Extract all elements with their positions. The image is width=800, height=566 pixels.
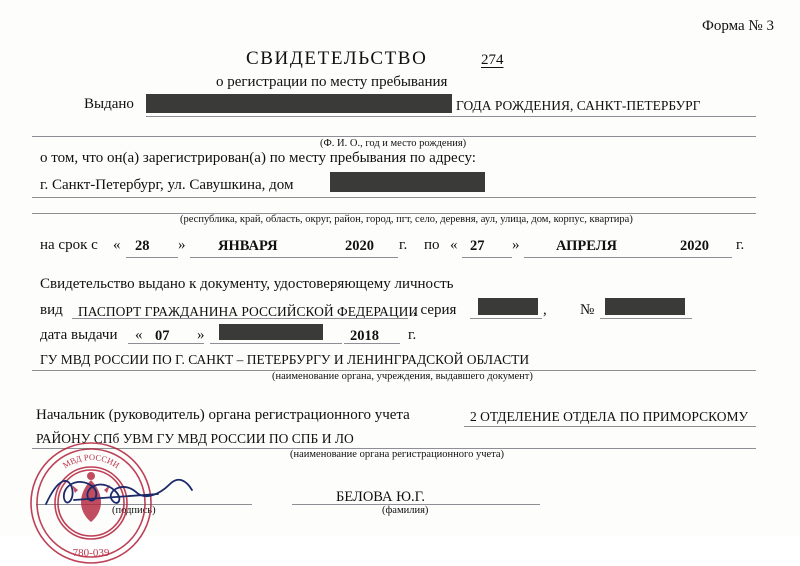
registered-line: о том, что он(а) зарегистрирован(а) по месту пребывания по адресу:	[40, 150, 476, 166]
issuing-authority: ГУ МВД РОССИИ ПО Г. САНКТ – ПЕТЕРБУРГУ И ЛЕНИНГРАДСКОЙ ОБЛАСТИ	[40, 352, 530, 367]
chief-org-line1: 2 ОТДЕЛЕНИЕ ОТДЕЛА ПО ПРИМОРСКОМУ	[470, 409, 749, 424]
rule-chief-org-1	[464, 426, 756, 427]
rule-doc-series	[470, 318, 542, 319]
term-from-day: 28	[135, 238, 150, 254]
surname-value: БЕЛОВА Ю.Г.	[336, 489, 426, 505]
form-number: Форма № 3	[702, 18, 774, 34]
stamp-text-bottom: 780-039	[72, 547, 110, 559]
org-caption: (наименование органа регистрационного учета)	[290, 449, 505, 460]
term-quote-close-1: »	[178, 237, 186, 253]
issued-label: Выдано	[84, 96, 134, 112]
term-g-1: г.	[399, 237, 408, 253]
page-subtitle: о регистрации по месту пребывания	[216, 74, 448, 90]
page-title: СВИДЕТЕЛЬСТВО	[246, 48, 428, 69]
stamp-text-top: МВД РОССИИ	[60, 451, 122, 471]
rule-term-from-year	[340, 257, 398, 258]
doc-intro: Свидетельство выдано к документу, удостоверяющему личность	[40, 276, 454, 292]
redaction-address	[330, 172, 485, 192]
term-to-day: 27	[470, 238, 485, 254]
redaction-number	[605, 298, 685, 315]
handwritten-signature	[40, 470, 200, 514]
rule-term-to-year	[674, 257, 732, 258]
doc-series-comma: ,	[543, 302, 547, 318]
rule-term-to-month	[524, 257, 674, 258]
issuing-caption: (наименование органа, учреждения, выдавшего документ)	[272, 371, 533, 382]
rule-doc-type	[72, 318, 408, 319]
address-caption: (республика, край, область, округ, район, город, пгт, село, деревня, аул, улица, дом, корпус, квартира)	[180, 214, 633, 225]
rule-address-1	[32, 197, 756, 198]
rule-issued-1	[146, 116, 756, 117]
term-to-month: АПРЕЛЯ	[556, 238, 618, 254]
signature-caption: (подпись)	[112, 505, 156, 516]
chief-org-line2: РАЙОНУ СПб УВМ ГУ МВД РОССИИ ПО СПБ И ЛО	[36, 431, 354, 446]
rule-term-from-month	[190, 257, 340, 258]
term-to-label: по	[424, 237, 440, 253]
term-prefix: на срок с	[40, 237, 98, 253]
term-g-2: г.	[736, 237, 745, 253]
term-to-year: 2020	[680, 238, 709, 254]
redaction-fio	[146, 94, 452, 113]
doc-series-label: , серия	[413, 302, 457, 318]
rule-term-from-day	[126, 257, 178, 258]
fio-caption: (Ф. И. О., год и место рождения)	[320, 138, 467, 149]
rule-issue-day	[128, 343, 204, 344]
term-from-year: 2020	[345, 238, 374, 254]
issued-tail-text: ГОДА РОЖДЕНИЯ, САНКТ-ПЕТЕРБУРГ	[456, 98, 701, 113]
redaction-issue-month	[219, 324, 323, 340]
rule-issued-2	[32, 136, 756, 137]
doc-type-label: вид	[40, 302, 63, 318]
certificate-number: 274	[481, 52, 504, 68]
rule-term-to-day	[462, 257, 512, 258]
chief-label: Начальник (руководитель) органа регистрационного учета	[36, 407, 410, 423]
address-value: г. Санкт-Петербург, ул. Савушкина, дом	[40, 177, 294, 193]
surname-caption: (фамилия)	[382, 505, 429, 516]
redaction-series	[478, 298, 538, 315]
issue-date-label: дата выдачи	[40, 327, 118, 343]
issue-year: 2018	[350, 328, 379, 344]
term-quote-open-2: «	[450, 237, 458, 253]
term-quote-open-1: «	[113, 237, 121, 253]
term-quote-close-2: »	[512, 237, 520, 253]
rule-issue-month	[210, 343, 342, 344]
issue-day: 07	[155, 328, 170, 344]
term-from-month: ЯНВАРЯ	[218, 238, 278, 254]
rule-issue-year	[344, 343, 400, 344]
doc-number-label: №	[580, 302, 595, 318]
issue-g: г.	[408, 327, 417, 343]
issue-quote-close: »	[197, 327, 205, 343]
doc-type-value: ПАСПОРТ ГРАЖДАНИНА РОССИЙСКОЙ ФЕДЕРАЦИИ	[78, 304, 419, 319]
issue-quote-open: «	[135, 327, 143, 343]
rule-doc-number	[600, 318, 692, 319]
